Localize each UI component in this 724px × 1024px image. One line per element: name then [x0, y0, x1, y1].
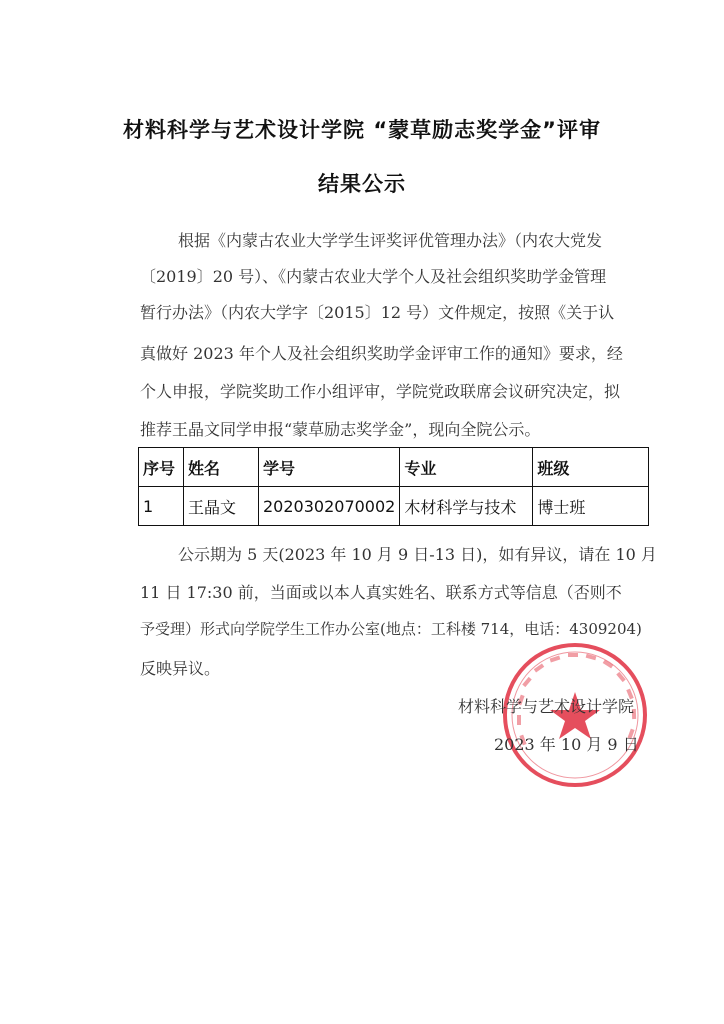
column-header: 序号 — [139, 448, 184, 487]
document-title: 材料科学与艺术设计学院 “蒙草励志奖学金”评审 — [123, 118, 601, 142]
result-table — [138, 447, 649, 526]
table-cell: 木材科学与技术 — [400, 487, 533, 526]
table-header-row — [139, 448, 649, 487]
column-header: 学号 — [259, 448, 400, 487]
paragraph-line: 个人申报，学院奖助工作小组评审，学院党政联席会议研究决定，拟 — [140, 382, 621, 401]
paragraph-line: 〔2019〕20 号）、《内蒙古农业大学个人及社会组织奖助学金管理 — [140, 267, 607, 286]
table-row — [139, 487, 649, 526]
table-cell: 2020302070002 — [259, 487, 400, 526]
paragraph-line: 予受理）形式向学院学生工作办公室(地点：工科楼 714，电话：4309204) — [140, 620, 642, 638]
signature-organization: 材料科学与艺术设计学院 — [458, 697, 635, 716]
paragraph-line: 11 日 17:30 前，当面或以本人真实姓名、联系方式等信息（否则不 — [140, 583, 622, 602]
table-cell: 王晶文 — [184, 487, 259, 526]
paragraph-line: 反映异议。 — [140, 659, 221, 678]
paragraph-line: 暂行办法》（内农大学字〔2015〕12 号）文件规定，按照《关于认 — [140, 303, 615, 322]
paragraph-line: 根据《内蒙古农业大学学生评奖评优管理办法》（内农大党发 — [178, 231, 603, 250]
paragraph-line: 推荐王晶文同学申报“蒙草励志奖学金”，现向全院公示。 — [140, 420, 541, 439]
column-header: 班级 — [533, 448, 649, 487]
column-header: 专业 — [400, 448, 533, 487]
column-header: 姓名 — [184, 448, 259, 487]
table-cell: 1 — [139, 487, 184, 526]
paragraph-line: 真做好 2023 年个人及社会组织奖助学金评审工作的通知》要求，经 — [140, 344, 623, 363]
document-subtitle: 结果公示 — [318, 172, 406, 196]
signature-date: 2023 年 10 月 9 日 — [494, 735, 639, 754]
paragraph-line: 公示期为 5 天(2023 年 10 月 9 日-13 日)，如有异议，请在 10 月 — [178, 545, 657, 564]
table-cell: 博士班 — [533, 487, 649, 526]
